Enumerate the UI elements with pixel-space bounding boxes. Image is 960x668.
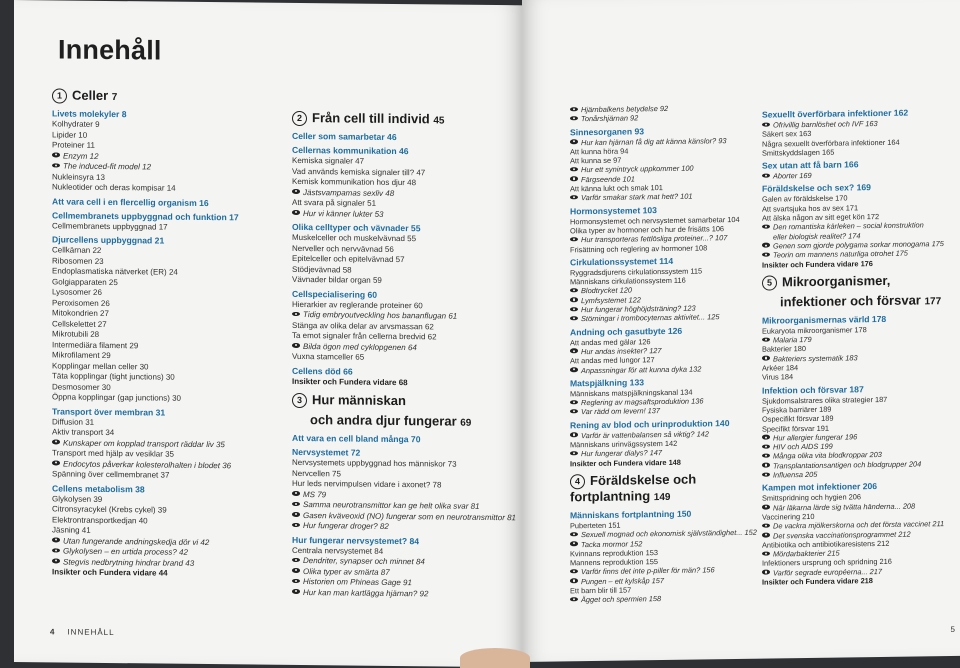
toc-feature-label: Stegvis nedbrytning hindrar brand 43 bbox=[63, 557, 195, 568]
toc-feature-label: Hur kan hjärnan få dig att känna känslor? 93 bbox=[581, 135, 727, 147]
chapter-heading bbox=[292, 110, 517, 129]
toc-feature-label: Varför segrade européerna... 217 bbox=[773, 566, 883, 578]
toc-feature-label: Tacka mormor 152 bbox=[581, 538, 643, 549]
eye-icon bbox=[570, 316, 578, 321]
toc-feature-label: Hur andas insekter? 127 bbox=[581, 345, 662, 357]
toc-feature-label: The induced-fit model 12 bbox=[63, 161, 152, 172]
toc-section: Celler som samarbetar 46 bbox=[292, 130, 397, 143]
toc-item: Aktiv transport 34 bbox=[52, 427, 115, 438]
eye-icon bbox=[762, 444, 770, 449]
toc-item: Galen av föräldskelse 170 bbox=[762, 193, 848, 205]
toc-item: Infektioners ursprung och spridning 216 bbox=[762, 557, 892, 569]
toc-feature-label: Ofrivillig barnlöshet och IVF 163 bbox=[773, 119, 878, 130]
toc-feature-label: Hur transporteras fettlösliga proteiner...? 107 bbox=[581, 233, 728, 245]
chapter-number-circle: 2 bbox=[292, 111, 307, 126]
toc-feature-label: När läkarna lärde sig tvätta händerna... 208 bbox=[773, 501, 916, 513]
toc-item: Hormonsystemet och nervsystemet samarbetar 104 bbox=[570, 214, 740, 227]
toc-feature-item bbox=[570, 312, 762, 324]
chapter-title: Celler bbox=[72, 87, 112, 104]
toc-item: Vuxna stamceller 65 bbox=[292, 351, 365, 362]
toc-feature-label: Historien om Phineas Gage 91 bbox=[303, 577, 412, 588]
toc-item: Ospecifikt försvar 189 bbox=[762, 413, 834, 424]
toc-item: Lysosomer 26 bbox=[52, 287, 102, 297]
toc-item: Intermediära filament 29 bbox=[52, 339, 139, 350]
toc-item: Centrala nervsystemet 84 bbox=[292, 545, 384, 556]
page-number-right: 5 bbox=[950, 624, 956, 635]
chapter-title: Från cell till individ bbox=[312, 110, 434, 127]
eye-icon bbox=[570, 532, 578, 537]
chapter-page: 149 bbox=[653, 491, 671, 504]
toc-item: Citronsyracykel (Krebs cykel) 39 bbox=[52, 504, 167, 515]
eye-icon bbox=[570, 288, 578, 293]
eye-icon bbox=[762, 551, 770, 556]
toc-feature-label: HIV och AIDS 199 bbox=[773, 441, 833, 452]
toc-section: Transport över membran 31 bbox=[52, 405, 166, 418]
toc-feature-label: Endocytos påverkar kolesterolhalten i blodet 36 bbox=[63, 459, 232, 470]
toc-feature-label: De vackra mjölkerskorna och det första vaccinet 211 bbox=[773, 519, 945, 531]
toc-feature-label: Reglering av magsaftsproduktion 136 bbox=[581, 396, 704, 408]
toc-item: Vävnader bildar organ 59 bbox=[292, 274, 382, 285]
toc-feature-item bbox=[570, 363, 762, 375]
right-page bbox=[522, 0, 960, 662]
eye-icon bbox=[762, 224, 770, 229]
toc-feature-label: MS 79 bbox=[303, 489, 327, 499]
toc-item: Nerveller och nervvävnad 56 bbox=[292, 243, 394, 254]
toc-feature-item bbox=[292, 208, 517, 221]
toc-item: Kemisk kommunikation hos djur 48 bbox=[292, 176, 417, 188]
toc-item: Olika typer av hormoner och hur de frisätts 106 bbox=[570, 224, 725, 236]
eye-icon bbox=[762, 435, 770, 440]
toc-item: Människans matspjälkningskanal 134 bbox=[570, 387, 693, 399]
toc-feature-label: Varför finns det inte p-piller för män? 156 bbox=[581, 565, 715, 577]
toc-feature-label: Hur fungerar dialys? 147 bbox=[581, 448, 662, 459]
toc-feature-label: Kunskaper om kopplad transport räddar liv 35 bbox=[63, 438, 225, 449]
eye-icon bbox=[762, 570, 770, 575]
toc-item: Smittskyddslagen 165 bbox=[762, 147, 835, 158]
thumb bbox=[460, 648, 530, 668]
eye-icon bbox=[570, 541, 578, 546]
toc-feature-item bbox=[570, 405, 762, 417]
toc-item: Vaccinering 210 bbox=[762, 511, 815, 522]
eye-icon bbox=[292, 589, 300, 594]
toc-item: Ett barn blir till 157 bbox=[570, 585, 632, 596]
eye-icon bbox=[762, 356, 770, 361]
toc-item: Diffusion 31 bbox=[52, 416, 95, 427]
toc-item: Att andas med lungor 127 bbox=[570, 355, 655, 366]
toc-feature-label: Tonårshjärnan 92 bbox=[581, 113, 639, 124]
eye-icon bbox=[570, 432, 578, 437]
toc-item: Att kunna se 97 bbox=[570, 155, 622, 166]
toc-feature-label: Färgseende 101 bbox=[581, 174, 635, 184]
eye-icon bbox=[762, 463, 770, 468]
toc-item: Människans urinvägssystem 142 bbox=[570, 438, 678, 450]
toc-section: Kampen mot infektioner 206 bbox=[762, 481, 878, 493]
eye-icon bbox=[292, 343, 300, 348]
eye-icon bbox=[570, 451, 578, 456]
eye-icon bbox=[292, 501, 300, 506]
toc-feature-label: Många olika vita blodkroppar 203 bbox=[773, 450, 882, 461]
toc-item: Nervsystemets uppbyggnad hos människor 73 bbox=[292, 457, 457, 469]
eye-icon bbox=[52, 163, 60, 168]
toc-feature-item bbox=[762, 468, 954, 480]
eye-icon bbox=[292, 311, 300, 316]
toc-feature-label: Influensa 205 bbox=[773, 469, 818, 480]
toc-section: Cellspecialisering 60 bbox=[292, 288, 378, 300]
toc-feature-label: Gasen kväveoxid (NO) fungerar som en neurotransmittor 81 bbox=[303, 510, 516, 522]
toc-item: Öppna kopplingar (gap junctions) 30 bbox=[52, 392, 181, 403]
toc-feature-item bbox=[570, 593, 762, 605]
page-title: Innehåll bbox=[58, 34, 162, 66]
toc-item: Cellskelettet 27 bbox=[52, 318, 107, 329]
toc-section: Djurcellens uppbyggnad 21 bbox=[52, 234, 165, 246]
toc-feature-label: Malaria 179 bbox=[773, 335, 812, 345]
toc-feature-label: Mördarbakterier 215 bbox=[773, 548, 840, 559]
toc-feature-label: Glykolysen – en urtida process? 42 bbox=[63, 546, 188, 557]
eye-icon bbox=[570, 237, 578, 242]
toc-item: Människans cirkulationssystem 116 bbox=[570, 275, 686, 287]
toc-item: Antibiotika och antibiotikaresistens 212 bbox=[762, 538, 890, 550]
toc-item: Mikrotubili 28 bbox=[52, 329, 100, 339]
toc-item: Specifikt försvar 191 bbox=[762, 423, 829, 434]
chapter-heading bbox=[780, 292, 954, 311]
toc-feature-label: Tidig embryoutveckling hos bananflugan 61 bbox=[303, 310, 458, 321]
toc-item-continued: eller biologisk realitet? 174 bbox=[773, 230, 861, 242]
toc-item: Bakterier 180 bbox=[762, 344, 806, 355]
toc-item: Fysiska barriärer 189 bbox=[762, 404, 832, 415]
toc-section: Att vara cell i en flercellig organism 16 bbox=[52, 195, 209, 208]
eye-icon bbox=[292, 210, 300, 215]
toc-item: Cellmembranets uppbyggnad 17 bbox=[52, 220, 168, 232]
eye-icon bbox=[570, 569, 578, 574]
toc-feature-item bbox=[570, 191, 762, 203]
toc-section: Cellernas kommunikation 46 bbox=[292, 144, 409, 157]
toc-item: Att kunna höra 94 bbox=[570, 146, 629, 157]
toc-item: Proteiner 11 bbox=[52, 140, 95, 150]
chapter-number-circle: 3 bbox=[292, 393, 307, 408]
chapter-title: Föräldskelse och fortplantning bbox=[570, 471, 697, 505]
eye-icon bbox=[762, 472, 770, 477]
page-number: 4 bbox=[50, 627, 56, 637]
toc-item: Stödjevävnad 58 bbox=[292, 264, 352, 275]
toc-section: Nervsystemet 72 bbox=[292, 446, 361, 458]
toc-item: Golgiapparaten 25 bbox=[52, 276, 118, 287]
chapter-title: infektioner och försvar bbox=[780, 292, 925, 310]
toc-feature-label: Ägget och spermien 158 bbox=[581, 594, 662, 605]
toc-feature-label: Hur allergier fungerar 196 bbox=[773, 432, 858, 443]
toc-feature-item bbox=[762, 169, 954, 181]
toc-section: Rening av blod och urinproduktion 140 bbox=[570, 417, 730, 431]
toc-section: Cellmembranets uppbyggnad och funktion 17 bbox=[52, 209, 239, 222]
toc-item: Kvinnans reproduktion 153 bbox=[570, 547, 658, 559]
toc-item: Ribosomen 23 bbox=[52, 255, 104, 266]
toc-feature-label: Den romantiska kärleken – social konstruktion bbox=[773, 220, 924, 232]
toc-item: Elektrontransportkedjan 40 bbox=[52, 514, 148, 525]
chapter-number-circle: 5 bbox=[762, 275, 777, 290]
toc-item: Nukleinsyra 13 bbox=[52, 171, 105, 182]
toc-insights: Insikter och Fundera vidare 68 bbox=[292, 376, 408, 387]
toc-item: Nervcellen 75 bbox=[292, 468, 341, 478]
eye-icon bbox=[762, 533, 770, 538]
toc-section: Att vara en cell bland många 70 bbox=[292, 432, 421, 445]
toc-item: Epitelceller och epitelvävnad 57 bbox=[292, 253, 405, 265]
eye-icon bbox=[570, 176, 578, 181]
chapter-page: 45 bbox=[433, 115, 445, 127]
toc-item: Muskelceller och muskelvävnad 55 bbox=[292, 232, 417, 244]
toc-feature-item bbox=[292, 587, 517, 600]
toc-item: Kopplingar mellan celler 30 bbox=[52, 360, 149, 371]
toc-feature-label: Pungen – ett kylskåp 157 bbox=[581, 575, 664, 586]
toc-item: Desmosomer 30 bbox=[52, 381, 111, 392]
toc-insights: Insikter och Fundera vidare 148 bbox=[570, 457, 681, 468]
chapter-heading bbox=[310, 412, 517, 431]
toc-item: Jäsning 41 bbox=[52, 525, 91, 535]
toc-item: Cellkärnan 22 bbox=[52, 245, 102, 255]
toc-item: Mitokondrien 27 bbox=[52, 308, 109, 318]
chapter-heading bbox=[52, 87, 272, 106]
toc-section: Mikroorganismernas värld 178 bbox=[762, 313, 887, 326]
toc-item: Smittspridning och hygien 206 bbox=[762, 492, 862, 503]
toc-item: Att känna lukt och smak 101 bbox=[570, 183, 663, 194]
eye-icon bbox=[570, 107, 578, 112]
eye-icon bbox=[762, 122, 770, 127]
toc-insights: Insikter och Fundera vidare 44 bbox=[52, 567, 168, 578]
toc-feature-label: Genen som gjorde polygama sorkar monogama 175 bbox=[773, 239, 944, 251]
toc-item: Eukaryota mikroorganismer 178 bbox=[762, 325, 867, 336]
eye-icon bbox=[292, 522, 300, 527]
eye-icon bbox=[292, 491, 300, 496]
toc-item: Kolhydrater 9 bbox=[52, 119, 100, 129]
toc-section: Hur fungerar nervsystemet? 84 bbox=[292, 534, 420, 546]
toc-feature-label: Bakteriers systematik 183 bbox=[773, 353, 858, 364]
toc-item: Några sexuellt överförbara infektioner 164 bbox=[762, 137, 900, 149]
eye-icon bbox=[762, 505, 770, 510]
toc-item: Mikrofilament 29 bbox=[52, 350, 111, 361]
toc-item: Att älska någon av sitt eget kön 172 bbox=[762, 212, 880, 223]
footer-label: INNEHÅLL bbox=[67, 627, 115, 638]
toc-item: Täta kopplingar (tight junctions) 30 bbox=[52, 371, 175, 382]
eye-icon bbox=[52, 460, 60, 465]
toc-section: Infektion och försvar 187 bbox=[762, 383, 864, 396]
eye-icon bbox=[570, 409, 578, 414]
eye-icon bbox=[570, 307, 578, 312]
toc-feature-label: Varför smakar stark mat hett? 101 bbox=[581, 191, 693, 203]
toc-section: Livets molekyler 8 bbox=[52, 108, 127, 120]
eye-icon bbox=[292, 568, 300, 573]
eye-icon bbox=[570, 367, 578, 372]
toc-column-4 bbox=[762, 104, 954, 587]
toc-item: Ryggradsdjurens cirkulationssystem 115 bbox=[570, 266, 703, 278]
eye-icon bbox=[570, 116, 578, 121]
chapter-heading bbox=[762, 272, 954, 291]
toc-feature-label: Anpassningar för att kunna dyka 132 bbox=[581, 364, 702, 375]
eye-icon bbox=[52, 439, 60, 444]
toc-feature-label: Hjärnbalkens betydelse 92 bbox=[581, 103, 669, 115]
chapter-page: 69 bbox=[460, 417, 472, 429]
toc-feature-label: Var rädd om levern! 137 bbox=[581, 406, 661, 417]
toc-feature-label: Enzym 12 bbox=[63, 151, 99, 161]
eye-icon bbox=[570, 167, 578, 172]
toc-section: Hormonsystemet 103 bbox=[570, 204, 657, 217]
toc-feature-label: Varför är vattenbalansen så viktig? 142 bbox=[581, 429, 709, 440]
eye-icon bbox=[52, 537, 60, 542]
toc-insights: Insikter och Fundera vidare 218 bbox=[762, 576, 873, 587]
eye-icon bbox=[52, 558, 60, 563]
toc-item: Peroxisomen 26 bbox=[52, 297, 110, 308]
toc-feature-label: Lymfsystemet 122 bbox=[581, 295, 641, 305]
eye-icon bbox=[762, 173, 770, 178]
chapter-page: 177 bbox=[924, 296, 942, 308]
toc-section: Cellens död 66 bbox=[292, 365, 353, 377]
toc-item: Spänning över cellmembranet 37 bbox=[52, 469, 170, 480]
eye-icon bbox=[292, 189, 300, 194]
left-page bbox=[14, 0, 522, 667]
toc-section: Matspjälkning 133 bbox=[570, 377, 645, 389]
toc-feature-label: Aborter 169 bbox=[773, 171, 812, 181]
eye-icon bbox=[570, 297, 578, 302]
toc-feature-label: Sexuell mognad och ekonomisk självständighet... 152 bbox=[581, 527, 757, 540]
eye-icon bbox=[762, 453, 770, 458]
toc-item: Säkert sex 163 bbox=[762, 129, 812, 139]
toc-feature-label: Utan fungerande andningskedja dör vi 42 bbox=[63, 536, 210, 547]
toc-feature-label: Hur kan man kartlägga hjärnan? 92 bbox=[303, 587, 429, 598]
toc-feature-label: Olika typer av smärta 87 bbox=[303, 566, 390, 577]
toc-item: Transport med hjälp av vesiklar 35 bbox=[52, 448, 174, 459]
toc-feature-label: Hur fungerar höghöjdsträning? 123 bbox=[581, 303, 696, 315]
toc-item: Frisättning och reglering av hormoner 108 bbox=[570, 242, 708, 254]
toc-item: Mannens reproduktion 155 bbox=[570, 557, 658, 568]
eye-icon bbox=[570, 195, 578, 200]
toc-section: Sexuellt överförbara infektioner 162 bbox=[762, 107, 909, 120]
toc-item: Glykolysen 39 bbox=[52, 493, 103, 504]
toc-column-3 bbox=[570, 103, 762, 605]
toc-item: Nukleotider och deras kompisar 14 bbox=[52, 182, 176, 193]
toc-item: Puberteten 151 bbox=[570, 520, 621, 531]
toc-section: Olika celltyper och vävnader 55 bbox=[292, 221, 421, 234]
toc-feature-label: Det svenska vaccinationsprogrammet 212 bbox=[773, 529, 911, 540]
chapter-heading bbox=[292, 392, 517, 410]
toc-feature-item bbox=[570, 112, 762, 124]
toc-feature-label: Hur vi känner lukter 53 bbox=[303, 208, 384, 219]
toc-feature-label: Dendriter, synapser och minnet 84 bbox=[303, 556, 425, 567]
eye-icon bbox=[570, 349, 578, 354]
toc-item: Lipider 10 bbox=[52, 129, 88, 140]
toc-item: Virus 184 bbox=[762, 372, 794, 382]
toc-item: Arkéer 184 bbox=[762, 363, 799, 373]
toc-section: Föräldskelse och sex? 169 bbox=[762, 182, 871, 195]
toc-section: Andning och gasutbyte 126 bbox=[570, 325, 683, 337]
eye-icon bbox=[292, 557, 300, 562]
toc-feature-label: Bilda ögon med cyklopgenen 64 bbox=[303, 341, 417, 352]
toc-item: Ta emot signaler från cellerna bredvid 62 bbox=[292, 330, 437, 342]
chapter-title: Hur människan bbox=[312, 392, 406, 409]
chapter-number-circle: 4 bbox=[570, 474, 585, 489]
toc-item: Att svartsjuka hos av sex 171 bbox=[762, 203, 859, 214]
chapter-title: Mikroorganismer, bbox=[782, 272, 891, 290]
toc-section: Sinnesorganen 93 bbox=[570, 125, 645, 137]
eye-icon bbox=[762, 243, 770, 248]
chapter-title: och andra djur fungerar bbox=[310, 412, 461, 429]
toc-item: Vad används kemiska signaler till? 47 bbox=[292, 166, 426, 177]
toc-section: Sex utan att få barn 166 bbox=[762, 159, 859, 171]
eye-icon bbox=[570, 400, 578, 405]
toc-item: Att andas med gälar 126 bbox=[570, 336, 651, 347]
toc-item: Att svara på signaler 51 bbox=[292, 197, 377, 208]
toc-feature-label: Störningar i trombocyternas aktivitet... 125 bbox=[581, 312, 720, 324]
eye-icon bbox=[52, 152, 60, 157]
eye-icon bbox=[292, 578, 300, 583]
toc-feature-label: Hur fungerar droger? 82 bbox=[303, 521, 389, 531]
eye-icon bbox=[762, 252, 770, 257]
eye-icon bbox=[570, 578, 578, 583]
toc-item: Stänga av olika delar av arvsmassan 62 bbox=[292, 320, 434, 331]
toc-feature-label: Samma neurotransmittor kan ge helt olika svar 81 bbox=[303, 500, 480, 511]
toc-column-2 bbox=[292, 105, 517, 600]
toc-section: Människans fortplantning 150 bbox=[570, 508, 692, 521]
toc-feature-label: Hur ett synintryck uppkommer 100 bbox=[581, 164, 694, 175]
chapter-heading bbox=[570, 471, 762, 507]
eye-icon bbox=[292, 512, 300, 517]
eye-icon bbox=[570, 139, 578, 144]
toc-section: Cellens metabolism 38 bbox=[52, 482, 145, 494]
eye-icon bbox=[762, 523, 770, 528]
toc-item: Kemiska signaler 47 bbox=[292, 155, 365, 166]
toc-item: Sjukdomsalstrares olika strategier 187 bbox=[762, 394, 888, 406]
toc-feature-label: Teorin om mannens naturliga otrohet 175 bbox=[773, 248, 908, 260]
chapter-page: 7 bbox=[111, 92, 118, 104]
page-footer bbox=[50, 627, 115, 637]
toc-feature-label: Blodtrycket 120 bbox=[581, 285, 632, 296]
chapter-number-circle: 1 bbox=[52, 88, 67, 103]
toc-feature-label: Transplantationsantigen och blodgrupper 204 bbox=[773, 459, 922, 471]
toc-insights: Insikter och Fundera vidare 176 bbox=[762, 258, 873, 270]
toc-column-1 bbox=[52, 82, 272, 580]
toc-section: Cirkulationssystemet 114 bbox=[570, 255, 674, 268]
eye-icon bbox=[570, 597, 578, 602]
eye-icon bbox=[762, 337, 770, 342]
eye-icon bbox=[52, 548, 60, 553]
toc-item: Endoplasmatiska nätverket (ER) 24 bbox=[52, 266, 178, 277]
toc-item: Hur leds nervimpulsen vidare i axonet? 78 bbox=[292, 478, 442, 490]
toc-feature-label: Jästsvampamas sexliv 48 bbox=[303, 187, 395, 198]
toc-item: Hierarkier av reglerande proteiner 60 bbox=[292, 299, 423, 310]
